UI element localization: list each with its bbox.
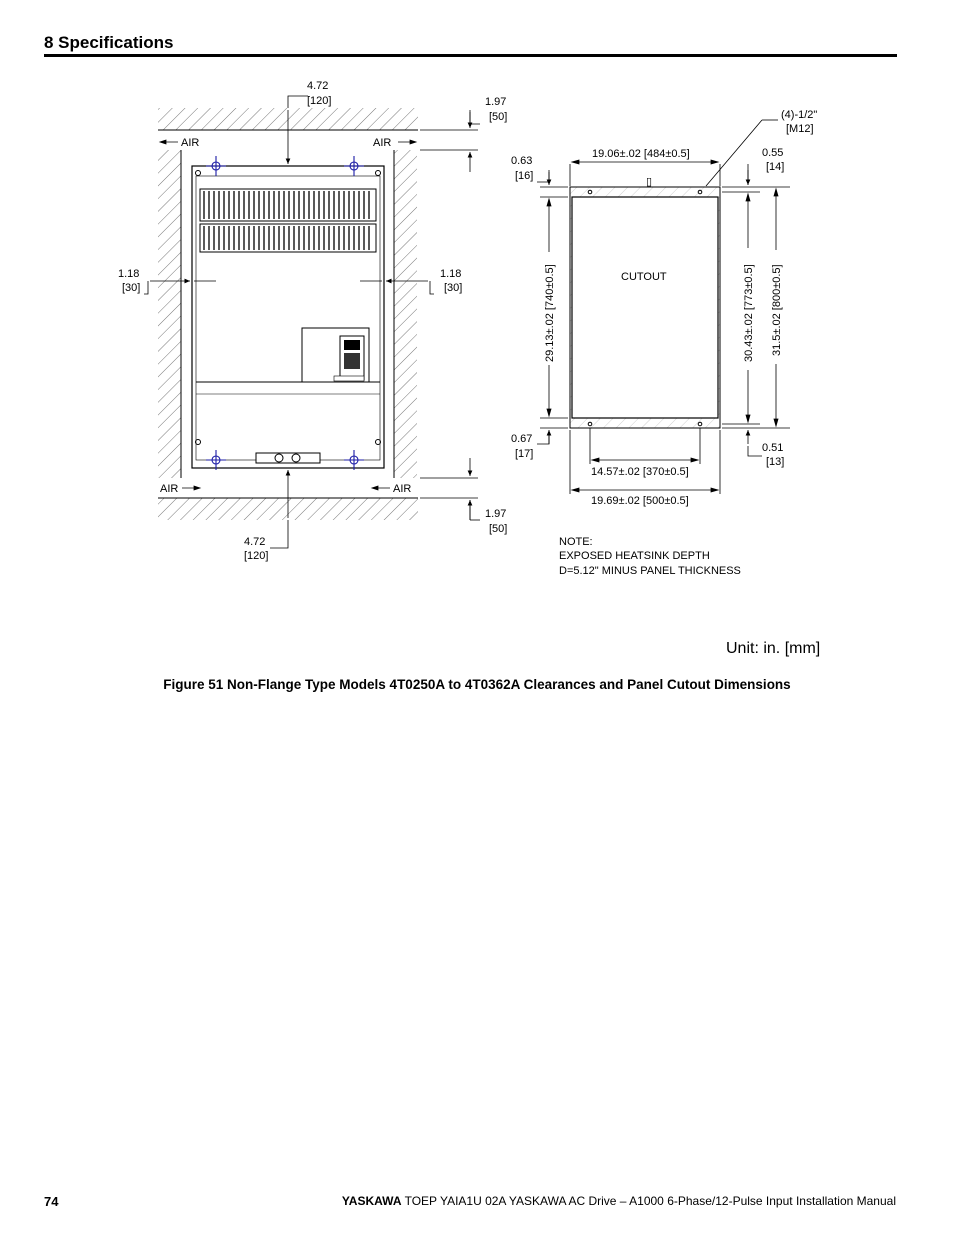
footer-title: TOEP YAIA1U 02A YASKAWA AC Drive – A1000 6-Phase/12-Pulse Input Installation Manual [401,1194,896,1208]
left-wall [158,150,181,478]
note-title: NOTE: [559,536,593,548]
panel-cutout [570,187,720,428]
note-line-2: D=5.12" MINUS PANEL THICKNESS [559,565,741,577]
dim-mount-top: 1.97 [485,96,507,108]
dim-top-clearance-mm: [120] [307,95,332,107]
dim-hole: (4)-1/2" [781,109,818,121]
dim-mount-top-mm: [50] [489,111,508,123]
svg-text:▯: ▯ [646,176,653,188]
dim-total-width: 19.69±.02 [500±0.5] [591,495,689,507]
dim-bottom-clearance-mm: [120] [244,550,269,562]
page-number: 74 [44,1194,59,1209]
dim-side-left-mm: [30] [122,282,141,294]
dim-top-offset-mm: [16] [515,170,534,182]
dim-right-offset: 0.55 [762,147,784,159]
dim-inner-height: 29.13±.02 [740±0.5] [544,264,556,362]
dim-bottom-offset-mm: [17] [515,448,534,460]
cutout-label: CUTOUT [621,271,667,283]
dim-mount-bottom: 1.97 [485,508,507,520]
dim-total-height: 31.5±.02 [800±0.5] [771,264,783,356]
dim-top-clearance: 4.72 [307,80,329,92]
dim-bottom-clearance: 4.72 [244,536,266,548]
dim-hole-metric: [M12] [786,123,814,135]
figure-caption: Figure 51 Non-Flange Type Models 4T0250A to 4T0362A Clearances and Panel Cutout Dimensions [163,677,791,692]
dim-bottom-offset: 0.67 [511,433,533,445]
dim-side-right-mm: [30] [444,282,463,294]
drive-body [192,166,384,468]
air-label: AIR [181,137,200,149]
footer-brand: YASKAWA [341,1194,402,1208]
dim-hole-height: 30.43±.02 [773±0.5] [743,264,755,362]
note-line-1: EXPOSED HEATSINK DEPTH [559,550,710,562]
dim-top-width: 19.06±.02 [484±0.5] [592,148,690,160]
unit-label: Unit: in. [mm] [726,640,821,657]
air-label: AIR [393,483,412,495]
footer-text [342,1194,896,1208]
dim-right-offset-mm: [14] [766,161,785,173]
dim-mount-bottom-mm: [50] [489,523,508,535]
dim-side-right: 1.18 [440,268,462,280]
dim-bottom-right-offset: 0.51 [762,442,784,454]
air-label: AIR [160,483,179,495]
dim-top-offset: 0.63 [511,155,533,167]
section-title: 8 Specifications [44,33,174,52]
dim-side-left: 1.18 [118,268,140,280]
right-wall [394,150,417,478]
dim-hole-width: 14.57±.02 [370±0.5] [591,466,689,478]
dim-bottom-right-offset-mm: [13] [766,456,785,468]
air-label: AIR [373,137,392,149]
